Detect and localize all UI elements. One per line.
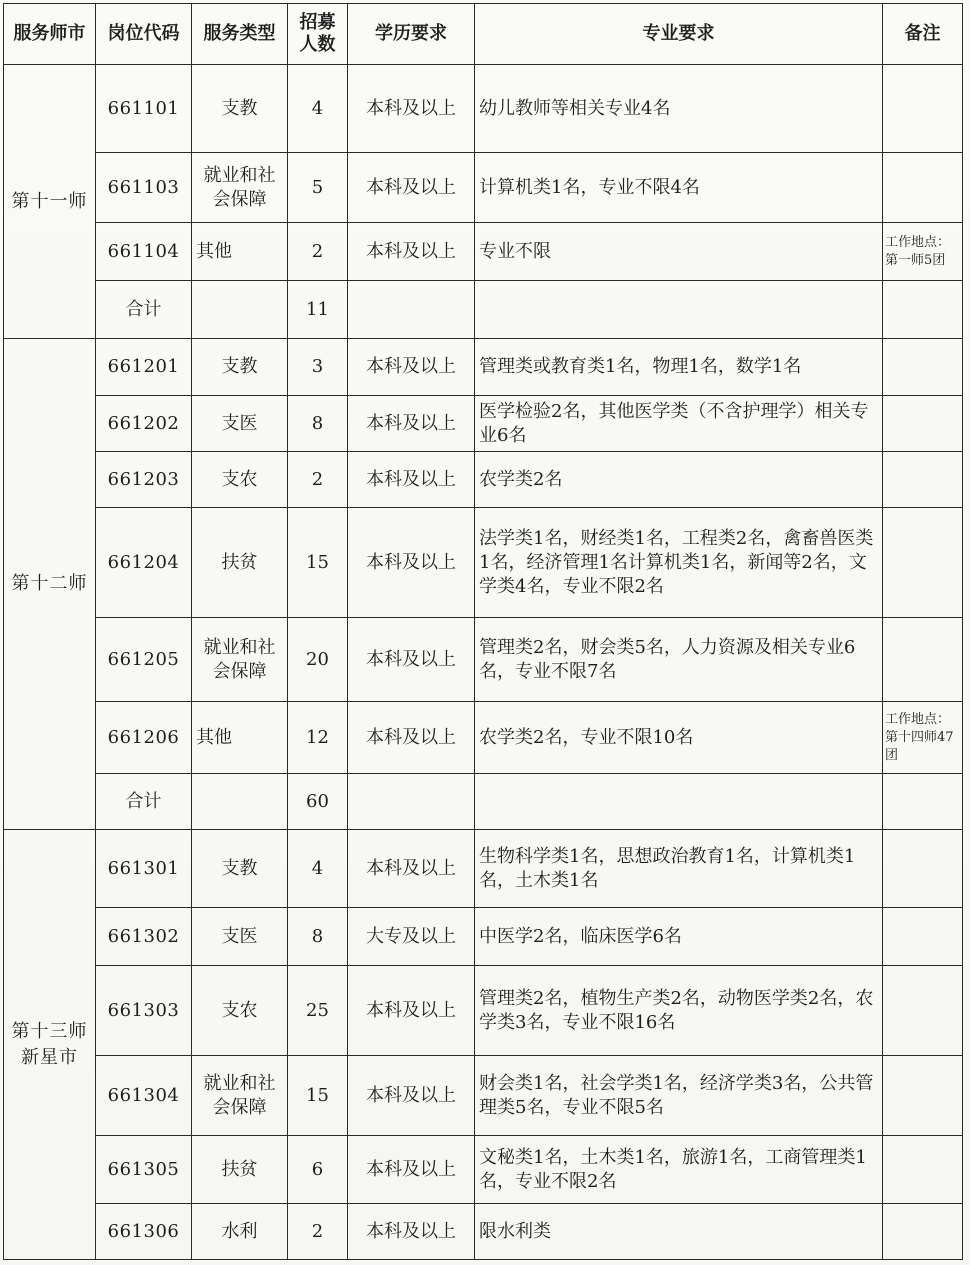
note-cell: 工作地点：第一师5团 [883, 223, 963, 281]
major-cell: 生物科学类1名，思想政治教育1名，计算机类1名，土木类1名 [475, 830, 883, 908]
code-cell: 661302 [96, 908, 192, 966]
note-cell [883, 966, 963, 1056]
note-cell [883, 452, 963, 508]
code-cell: 661202 [96, 396, 192, 452]
table-row [4, 702, 963, 774]
code-cell: 661204 [96, 508, 192, 618]
note-cell [883, 153, 963, 223]
note-cell [883, 830, 963, 908]
major-cell: 计算机类1名，专业不限4名 [475, 153, 883, 223]
table-row [4, 1204, 963, 1260]
table-row [4, 153, 963, 223]
count-cell: 3 [288, 339, 348, 396]
empty-cell [348, 281, 475, 339]
total-label: 合计 [96, 774, 192, 830]
table-row [4, 966, 963, 1056]
code-cell: 661206 [96, 702, 192, 774]
type-cell: 扶贫 [192, 508, 288, 618]
empty-cell [475, 774, 883, 830]
major-cell: 文秘类1名，土木类1名，旅游1名，工商管理类1名，专业不限2名 [475, 1136, 883, 1204]
empty-cell [192, 774, 288, 830]
region-label: 第十三师新星市 [11, 1020, 88, 1068]
count-cell: 15 [288, 1056, 348, 1136]
major-cell: 医学检验2名，其他医学类（不含护理学）相关专业6名 [475, 396, 883, 452]
education-cell: 本科及以上 [348, 339, 475, 396]
type-cell: 其他 [192, 223, 288, 281]
note-cell: 工作地点：第十四师47团 [883, 702, 963, 774]
count-cell: 25 [288, 966, 348, 1056]
table-row [4, 452, 963, 508]
count-cell: 4 [288, 830, 348, 908]
header-type: 服务类型 [192, 4, 288, 65]
empty-cell [348, 774, 475, 830]
table-row [4, 830, 963, 908]
type-cell: 就业和社会保障 [192, 618, 288, 702]
header-row [4, 4, 963, 65]
table-row [4, 508, 963, 618]
note-cell [883, 508, 963, 618]
count-cell: 5 [288, 153, 348, 223]
education-cell: 大专及以上 [348, 908, 475, 966]
count-cell: 8 [288, 396, 348, 452]
major-cell: 专业不限 [475, 223, 883, 281]
type-cell: 就业和社会保障 [192, 1056, 288, 1136]
major-cell: 限水利类 [475, 1204, 883, 1260]
education-cell: 本科及以上 [348, 153, 475, 223]
table-row [4, 65, 963, 153]
region-cell [4, 830, 96, 1260]
empty-cell [192, 281, 288, 339]
code-cell: 661305 [96, 1136, 192, 1204]
major-cell: 幼儿教师等相关专业4名 [475, 65, 883, 153]
total-label: 合计 [96, 281, 192, 339]
count-cell: 8 [288, 908, 348, 966]
education-cell: 本科及以上 [348, 223, 475, 281]
education-cell: 本科及以上 [348, 702, 475, 774]
education-cell: 本科及以上 [348, 1056, 475, 1136]
header-note: 备注 [883, 4, 963, 65]
note-cell [883, 908, 963, 966]
type-cell: 水利 [192, 1204, 288, 1260]
code-cell: 661205 [96, 618, 192, 702]
header-count-line1: 招募 [299, 12, 336, 33]
major-cell: 法学类1名，财经类1名，工程类2名，禽畜兽医类1名，经济管理1名计算机类1名，新闻等2名，文学类4名，专业不限2名 [475, 508, 883, 618]
type-cell: 扶贫 [192, 1136, 288, 1204]
type-cell: 支教 [192, 65, 288, 153]
education-cell: 本科及以上 [348, 830, 475, 908]
education-cell: 本科及以上 [348, 618, 475, 702]
education-cell: 本科及以上 [348, 1204, 475, 1260]
type-cell: 支医 [192, 396, 288, 452]
note-cell [883, 618, 963, 702]
education-cell: 本科及以上 [348, 452, 475, 508]
type-cell: 支农 [192, 966, 288, 1056]
header-count [288, 4, 348, 65]
major-cell: 中医学2名，临床医学6名 [475, 908, 883, 966]
table-row [4, 223, 963, 281]
education-cell: 本科及以上 [348, 1136, 475, 1204]
major-cell: 财会类1名，社会学类1名，经济学类3名，公共管理类5名，专业不限5名 [475, 1056, 883, 1136]
header-region: 服务师市 [4, 4, 96, 65]
code-cell: 661303 [96, 966, 192, 1056]
table-row [4, 339, 963, 396]
recruitment-table [3, 3, 963, 1260]
type-cell: 支教 [192, 830, 288, 908]
code-cell: 661301 [96, 830, 192, 908]
table-row [4, 396, 963, 452]
total-count: 11 [288, 281, 348, 339]
code-cell: 661101 [96, 65, 192, 153]
type-cell: 支医 [192, 908, 288, 966]
table-row [4, 618, 963, 702]
empty-cell [475, 281, 883, 339]
code-cell: 661203 [96, 452, 192, 508]
count-cell: 2 [288, 223, 348, 281]
code-cell: 661104 [96, 223, 192, 281]
table-row [4, 1136, 963, 1204]
header-education: 学历要求 [348, 4, 475, 65]
region-cell: 第十一师 [4, 65, 96, 339]
header-count-line2: 人数 [299, 34, 336, 55]
note-cell [883, 65, 963, 153]
table-row [4, 908, 963, 966]
table-row [4, 1056, 963, 1136]
empty-cell [883, 774, 963, 830]
major-cell: 农学类2名，专业不限10名 [475, 702, 883, 774]
education-cell: 本科及以上 [348, 65, 475, 153]
code-cell: 661306 [96, 1204, 192, 1260]
code-cell: 661304 [96, 1056, 192, 1136]
count-cell: 20 [288, 618, 348, 702]
region-cell: 第十二师 [4, 339, 96, 830]
count-cell: 15 [288, 508, 348, 618]
header-major: 专业要求 [475, 4, 883, 65]
total-count: 60 [288, 774, 348, 830]
type-cell: 支农 [192, 452, 288, 508]
note-cell [883, 1136, 963, 1204]
education-cell: 本科及以上 [348, 966, 475, 1056]
major-cell: 农学类2名 [475, 452, 883, 508]
count-cell: 4 [288, 65, 348, 153]
total-row [4, 281, 963, 339]
count-cell: 2 [288, 452, 348, 508]
note-cell [883, 1056, 963, 1136]
education-cell: 本科及以上 [348, 396, 475, 452]
count-cell: 2 [288, 1204, 348, 1260]
note-cell [883, 1204, 963, 1260]
empty-cell [883, 281, 963, 339]
type-cell: 支教 [192, 339, 288, 396]
type-cell: 其他 [192, 702, 288, 774]
total-row [4, 774, 963, 830]
count-cell: 6 [288, 1136, 348, 1204]
count-cell: 12 [288, 702, 348, 774]
education-cell: 本科及以上 [348, 508, 475, 618]
header-code: 岗位代码 [96, 4, 192, 65]
code-cell: 661103 [96, 153, 192, 223]
major-cell: 管理类2名，植物生产类2名，动物医学类2名，农学类3名，专业不限16名 [475, 966, 883, 1056]
type-cell: 就业和社会保障 [192, 153, 288, 223]
code-cell: 661201 [96, 339, 192, 396]
note-cell [883, 396, 963, 452]
note-cell [883, 339, 963, 396]
major-cell: 管理类或教育类1名，物理1名，数学1名 [475, 339, 883, 396]
major-cell: 管理类2名，财会类5名，人力资源及相关专业6名，专业不限7名 [475, 618, 883, 702]
